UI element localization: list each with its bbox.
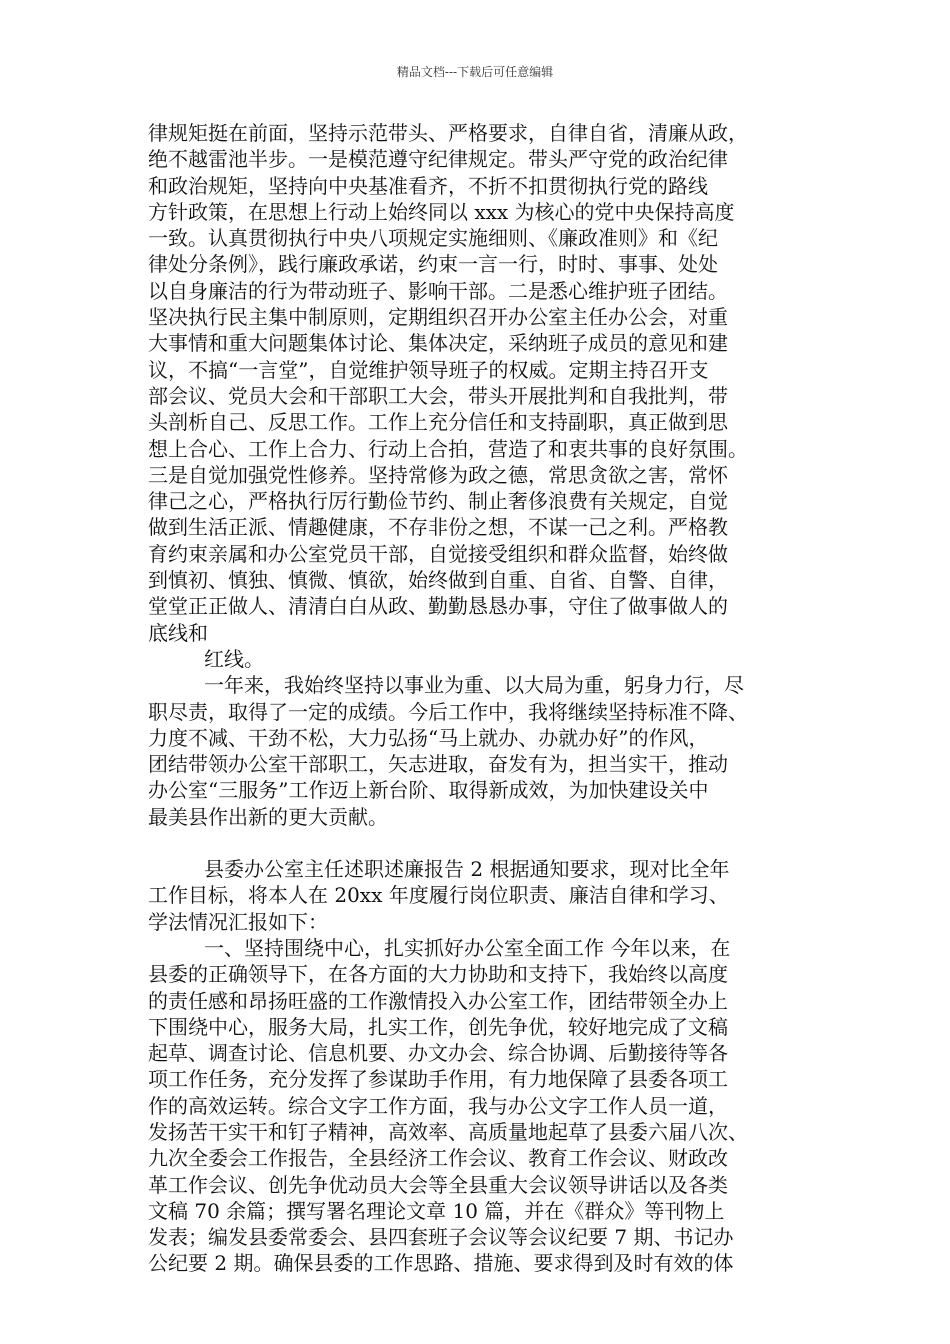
text-line: 想上合心、工作上合力、行动上合拍，营造了和衷共事的良好氛围。 xyxy=(148,436,748,461)
text-line: 革工作会议、创先争优动员大会等全县重大会议领导讲话以及各类 xyxy=(148,1172,728,1197)
text-line: 九次全委会工作报告，全县经济工作会议、教育工作会议、财政改 xyxy=(148,1146,728,1171)
text-line: 力度不减、干劲不松，大力弘扬“马上就办、办就办好”的作风， xyxy=(148,725,709,750)
text-line: 学法情况汇报如下： xyxy=(148,909,328,934)
text-line: 起草、调查讨论、信息机要、办文办会、综合协调、后勤接待等各 xyxy=(148,1041,728,1066)
text-line: 议，不搞“一言堂”，自觉维护领导班子的权威。定期主持召开支 xyxy=(148,357,709,382)
text-line: 红线。 xyxy=(204,646,264,671)
text-line: 一、坚持围绕中心，扎实抓好办公室全面工作 今年以来，在 xyxy=(204,935,731,960)
text-line: 团结带领办公室干部职工，矢志进取，奋发有为，担当实干，推动 xyxy=(148,752,728,777)
text-line: 绝不越雷池半步。一是模范遵守纪律规定。带头严守党的政治纪律 xyxy=(148,147,728,172)
text-line: 发扬苦干实干和钉子精神，高效率、高质量地起草了县委六届八次、 xyxy=(148,1119,748,1144)
text-line: 大事情和重大问题集体讨论、集体决定，采纳班子成员的意见和建 xyxy=(148,331,728,356)
text-line: 头剖析自己、反思工作。工作上充分信任和支持副职，真正做到思 xyxy=(148,410,728,435)
text-line: 坚决执行民主集中制原则，定期组织召开办公室主任办公会，对重 xyxy=(148,305,728,330)
text-line: 文稿 70 余篇；撰写署名理论文章 10 篇，并在《群众》等刊物上 xyxy=(148,1198,725,1223)
page-header: 精品文档---下载后可任意编辑 xyxy=(396,65,554,79)
text-line: 项工作任务，充分发挥了参谋助手作用，有力地保障了县委各项工 xyxy=(148,1067,728,1092)
text-line: 和政治规矩，坚持向中央基准看齐，不折不扣贯彻执行党的路线 xyxy=(148,173,708,198)
text-line: 部会议、党员大会和干部职工大会，带头开展批判和自我批判，带 xyxy=(148,383,728,408)
paragraph-section-one xyxy=(148,935,808,1277)
text-line: 工作目标，将本人在 20xx 年度履行岗位职责、廉洁自律和学习、 xyxy=(148,883,729,908)
paragraph-report-intro xyxy=(148,856,808,935)
text-line: 堂堂正正做人、清清白白从政、勤勤恳恳办事，守住了做事做人的 xyxy=(148,594,728,619)
text-line: 律处分条例》，践行廉政承诺，约束一言一行，时时、事事、处处 xyxy=(148,252,718,277)
paragraph-summary xyxy=(148,672,808,830)
text-line: 三是自觉加强党性修养。坚持常修为政之德，常思贪欲之害，常怀 xyxy=(148,462,728,487)
text-line: 一年来，我始终坚持以事业为重、以大局为重，躬身力行，尽 xyxy=(204,673,744,698)
text-line: 育约束亲属和办公室党员干部，自觉接受组织和群众监督，始终做 xyxy=(148,541,728,566)
text-line: 做到生活正派、情趣健康，不存非份之想，不谋一己之利。严格教 xyxy=(148,515,728,540)
text-line: 作的高效运转。综合文字工作方面，我与办公文字工作人员一道， xyxy=(148,1093,728,1118)
text-line: 以自身廉洁的行为带动班子、影响干部。二是悉心维护班子团结。 xyxy=(148,278,728,303)
paragraph-discipline xyxy=(148,120,808,672)
text-line: 律己之心，严格执行厉行勤俭节约、制止奢侈浪费有关规定，自觉 xyxy=(148,489,728,514)
document-body xyxy=(148,120,808,1277)
text-line: 一致。认真贯彻执行中央八项规定实施细则、《廉政准则》和《纪 xyxy=(148,226,718,251)
text-line: 县委办公室主任述职述廉报告 2 根据通知要求，现对比全年 xyxy=(204,857,730,882)
text-line: 最美县作出新的更大贡献。 xyxy=(148,804,388,829)
text-line: 办公室“三服务”工作迈上新台阶、取得新成效，为加快建设关中 xyxy=(148,778,709,803)
text-line: 方针政策，在思想上行动上始终同以 xxx 为核心的党中央保持高度 xyxy=(148,199,735,224)
text-line: 县委的正确领导下，在各方面的大力协助和支持下，我始终以高度 xyxy=(148,962,728,987)
text-line: 底线和 xyxy=(148,620,208,645)
text-line: 的责任感和昂扬旺盛的工作激情投入办公室工作，团结带领全办上 xyxy=(148,988,728,1013)
text-line: 律规矩挺在前面，坚持示范带头、严格要求，自律自省，清廉从政， xyxy=(148,121,748,145)
text-line: 到慎初、慎独、慎微、慎欲，始终做到自重、自省、自警、自律， xyxy=(148,568,728,593)
text-line: 职尽责，取得了一定的成绩。今后工作中，我将继续坚持标准不降、 xyxy=(148,699,748,724)
text-line: 公纪要 2 期。确保县委的工作思路、措施、要求得到及时有效的体 xyxy=(148,1251,734,1276)
paragraph-gap xyxy=(148,830,808,856)
text-line: 下围绕中心，服务大局，扎实工作，创先争优，较好地完成了文稿 xyxy=(148,1014,728,1039)
text-line: 发表；编发县委常委会、县四套班子会议等会议纪要 7 期、书记办 xyxy=(148,1225,734,1250)
